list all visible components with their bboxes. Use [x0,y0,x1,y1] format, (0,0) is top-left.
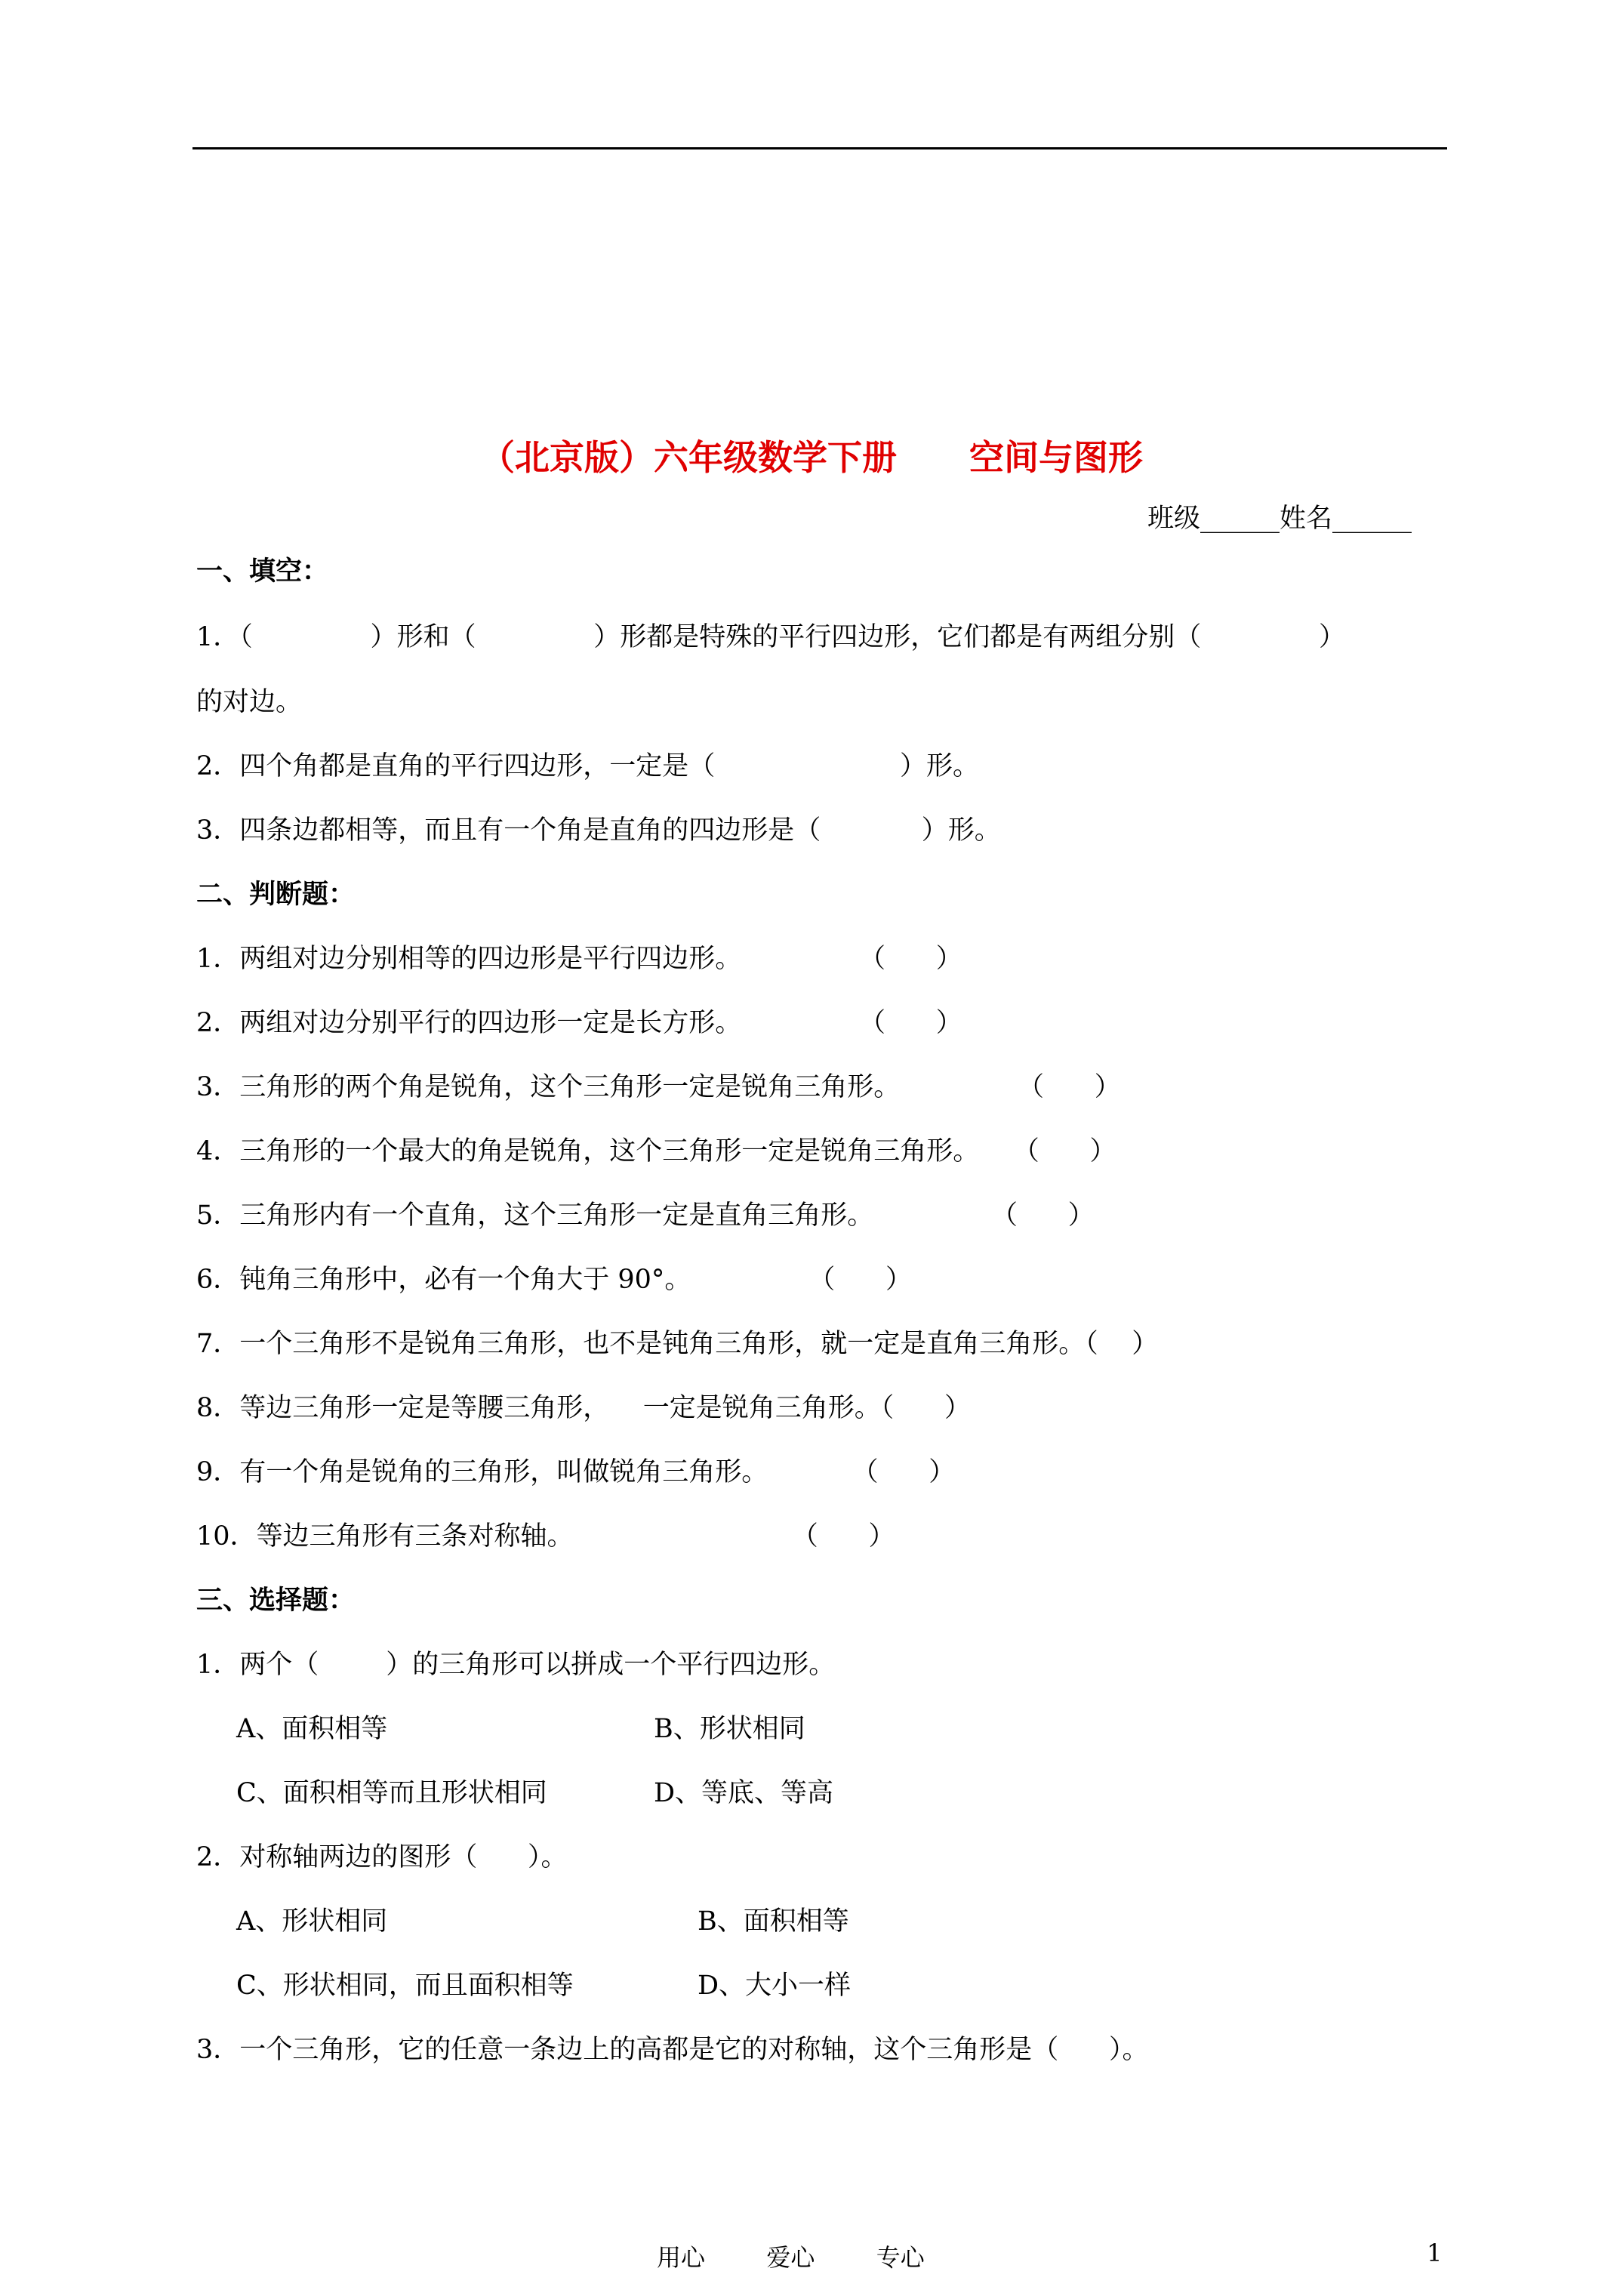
choice-q1-option-c: C、面积相等而且形状相同 [236,1778,547,1808]
judge-q1: 1．两组对边分别相等的四边形是平行四边形。 （ ） [196,944,962,974]
judge-q3: 3．三角形的两个角是锐角，这个三角形一定是锐角三角形。 （ ） [196,1072,1121,1102]
footer-motto: 用心 爱心 专心 [657,2243,925,2272]
choice-q1-option-d: D、等底、等高 [654,1778,834,1808]
class-name-line: 班级______姓名______ [1147,504,1412,534]
choice-q1-option-b: B、形状相同 [654,1714,805,1744]
fill-q1-line2: 的对边。 [196,687,303,717]
fill-q2: 2．四个角都是直角的平行四边形，一定是（ ）形。 [196,751,980,781]
judge-q6: 6．钝角三角形中，必有一个角大于 90°。 （ ） [196,1265,912,1295]
judge-q4: 4．三角形的一个最大的角是锐角，这个三角形一定是锐角三角形。 （ ） [196,1136,1116,1166]
choice-q1-option-a: A、面积相等 [236,1714,388,1744]
choice-q2-option-d: D、大小一样 [698,1971,852,2001]
judge-q7: 7．一个三角形不是锐角三角形，也不是钝角三角形，就一定是直角三角形。（ ） [196,1329,1159,1359]
fill-q3: 3．四条边都相等，而且有一个角是直角的四边形是（ ）形。 [196,815,1001,846]
section-heading-judge: 二、判断题： [196,879,356,910]
fill-q1-line1: 1．（ ）形和（ ）形都是特殊的平行四边形，它们都是有两组分别（ ） [196,622,1346,652]
header-rule [192,147,1447,149]
page-title: （北京版）六年级数学下册 空间与图形 [479,437,1144,478]
judge-q2: 2．两组对边分别平行的四边形一定是长方形。 （ ） [196,1008,962,1038]
judge-q9: 9．有一个角是锐角的三角形，叫做锐角三角形。 （ ） [196,1457,956,1487]
section-heading-fill: 一、填空： [196,556,329,587]
choice-q1: 1．两个（ ）的三角形可以拼成一个平行四边形。 [196,1650,836,1680]
section-heading-choice: 三、选择题： [196,1585,356,1616]
judge-q10: 10．等边三角形有三条对称轴。 （ ） [196,1521,895,1552]
choice-q2: 2．对称轴两边的图形（ ）。 [196,1842,568,1872]
page-number: 1 [1427,2239,1443,2267]
choice-q2-option-b: B、面积相等 [698,1906,849,1937]
choice-q2-option-c: C、形状相同，而且面积相等 [236,1971,574,2001]
judge-q5: 5．三角形内有一个直角，这个三角形一定是直角三角形。 （ ） [196,1200,1095,1231]
choice-q2-option-a: A、形状相同 [236,1906,388,1937]
judge-q8: 8．等边三角形一定是等腰三角形， 一定是锐角三角形。（ ） [196,1393,972,1423]
choice-q3: 3．一个三角形，它的任意一条边上的高都是它的对称轴，这个三角形是（ ）。 [196,2035,1149,2065]
